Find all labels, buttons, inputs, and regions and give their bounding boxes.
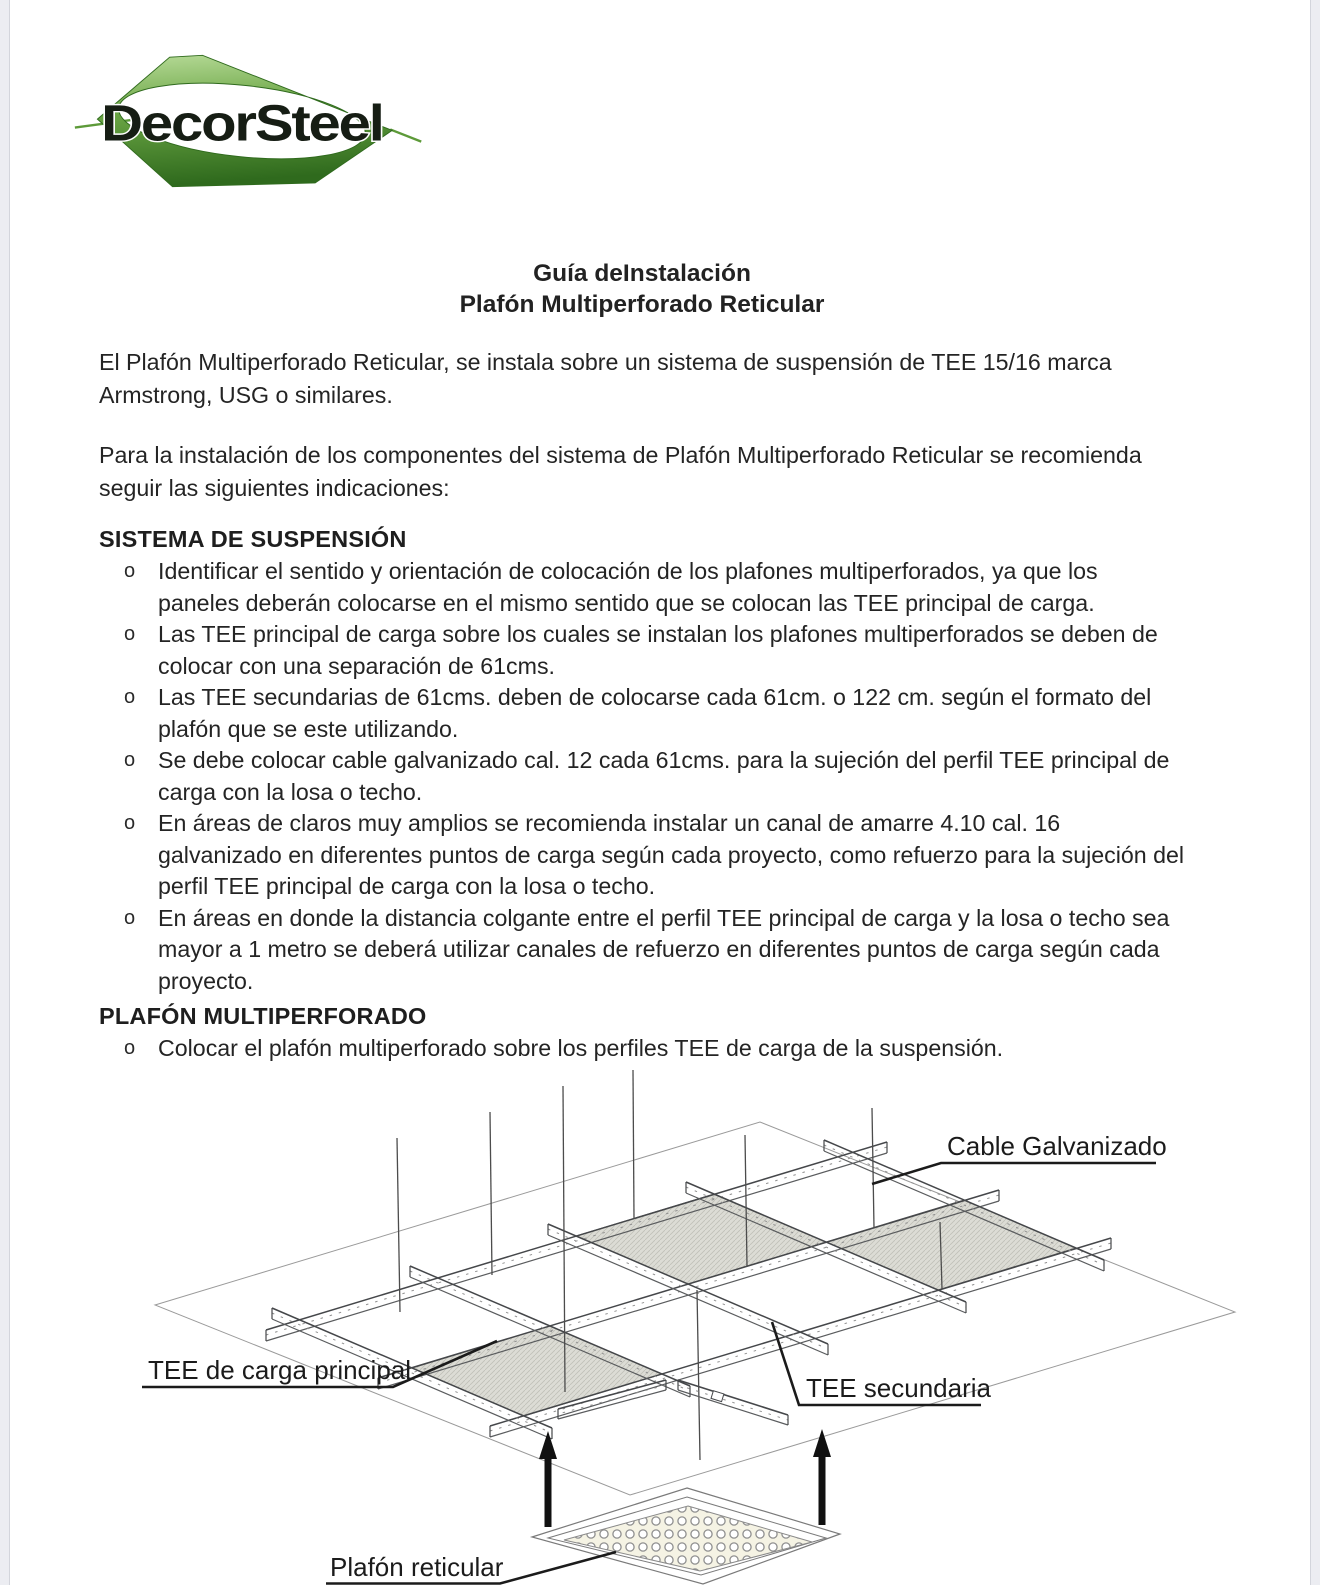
diagram-label-plafon-reticular: Plafón reticular [330, 1552, 504, 1582]
section-heading-plafon: PLAFÓN MULTIPERFORADO [99, 1003, 427, 1029]
ceiling-plane [155, 1122, 1235, 1495]
logo-accent-line-right [390, 129, 421, 141]
document-title-line2: Plafón Multiperforado Reticular [459, 291, 825, 318]
up-arrow-icon [819, 1456, 826, 1525]
list-item: o Las TEE secundarias de 61cms. deben de colocarse cada 61cm. o 122 cm. según el formato del plafón que se este utilizando. [158, 682, 1185, 745]
leader-cable-galvanizado [872, 1163, 1156, 1184]
diagram-label-cable-galvanizado: Cable Galvanizado [947, 1131, 1167, 1161]
list-item: o En áreas en donde la distancia colgante entre el perfil TEE principal de carga y la losa o techo sea mayor a 1 metro se deberá utilizar canales de refuerzo en diferentes puntos de carga según cada proyecto. [158, 903, 1185, 998]
list-item: o En áreas de claros muy amplios se recomienda instalar un canal de amarre 4.10 cal. 16 galvanizado en diferentes puntos de carga según cada proyecto, como refuerzo para la sujeción del perfil TEE principal de carga con la losa o techo. [158, 808, 1185, 903]
list-item: o Las TEE principal de carga sobre los cuales se instalan los plafones multiperforados se deben de colocar con una separación de 61cms. [158, 619, 1185, 682]
perforated-panel [532, 1488, 840, 1584]
up-arrow-icon [545, 1458, 552, 1527]
section-heading-suspension: SISTEMA DE SUSPENSIÓN [99, 526, 407, 552]
document-title-line1: Guía deInstalación [533, 260, 751, 287]
decorsteel-logo [73, 40, 425, 202]
installation-diagram [0, 1060, 1320, 1585]
diagram-label-tee-principal: TEE de carga principal [148, 1355, 412, 1385]
list-item: o Colocar el plafón multiperforado sobre los perfiles TEE de carga de la suspensión. [158, 1033, 1185, 1065]
page-left-edge [0, 0, 10, 1585]
page-content [99, 0, 1185, 1065]
list-item: o Se debe colocar cable galvanizado cal. 12 cada 61cms. para la sujeción del perfil TEE principal de carga con la losa o techo. [158, 745, 1185, 808]
logo-brand-text: DecorSteel [101, 94, 383, 152]
list-item: o Identificar el sentido y orientación de colocación de los plafones multiperforados, ya que los paneles deberán colocarse en el mismo sentido que se colocan las TEE principal de carga. [158, 556, 1185, 619]
intro-paragraph-1: El Plafón Multiperforado Reticular, se instala sobre un sistema de suspensión de TEE 15/16 marca Armstrong, USG o similares. [99, 349, 1112, 408]
intro-paragraph-2: Para la instalación de los componentes del sistema de Plafón Multiperforado Reticular se recomienda seguir las siguientes indicaciones: [99, 442, 1142, 501]
suspension-bullet-list [99, 556, 1185, 997]
document-title [99, 258, 1185, 320]
page-right-edge [1310, 0, 1320, 1585]
diagram-label-tee-secundaria: TEE secundaria [806, 1373, 991, 1403]
decorsteel-logo-icon [73, 40, 425, 202]
